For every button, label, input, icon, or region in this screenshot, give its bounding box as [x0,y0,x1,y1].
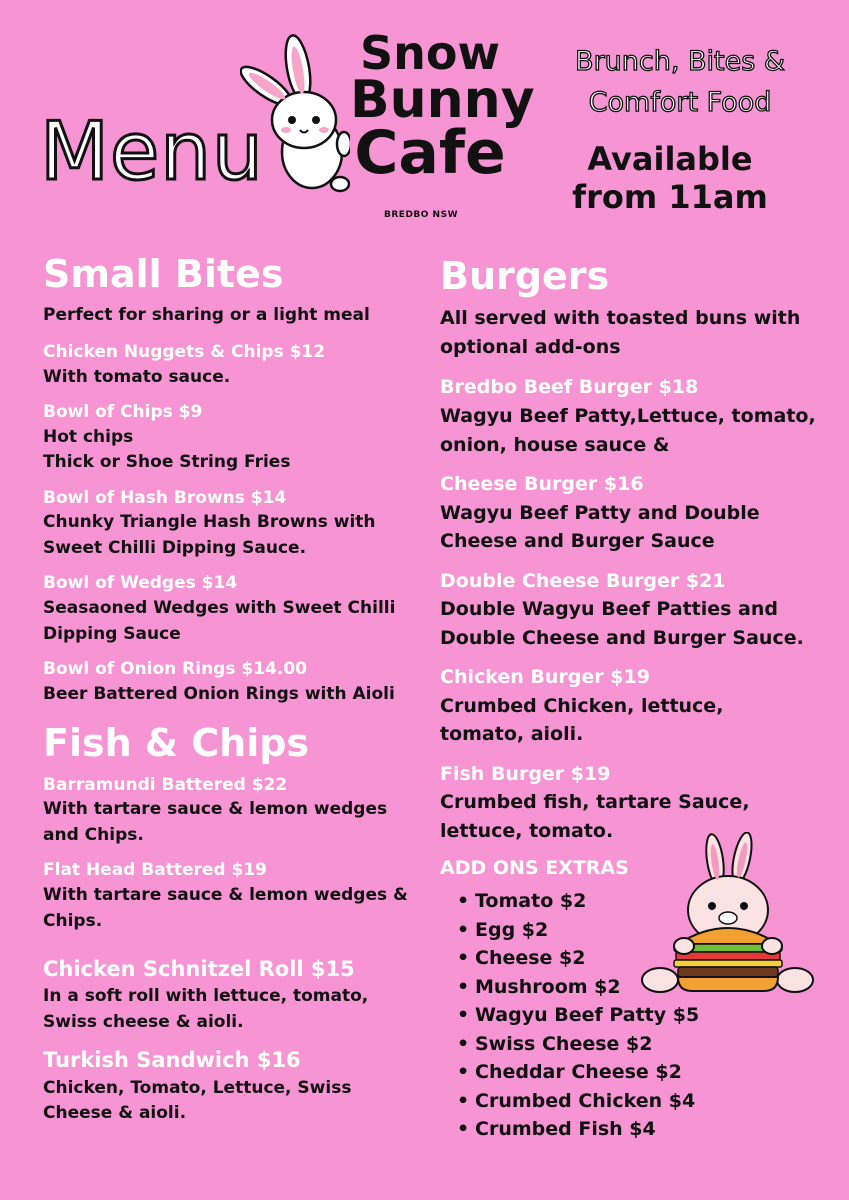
tagline [560,42,800,123]
fish-chips-title: Fish & Chips [43,721,310,766]
addon-item: • Crumbed Chicken $4 [475,1087,820,1116]
menu-item [440,664,820,749]
item-name: Chicken Nuggets & Chips $12 [43,341,326,362]
right-column [440,254,820,1144]
small-bites-subtitle: Perfect for sharing or a light meal [43,304,370,325]
item-description: Chicken, Tomato, Lettuce, Swiss Cheese & aioli. [43,1077,352,1124]
menu-item [43,954,423,1035]
item-description: In a soft roll with lettuce, tomato, Swiss cheese & aioli. [43,986,369,1032]
menu-item [43,858,423,934]
cafe-name-line: Cafe [354,118,506,189]
tagline-line: Brunch, Bites & [575,46,785,77]
menu-item [440,568,820,653]
left-column [43,252,423,1137]
menu-item [43,773,423,849]
item-name: Bredbo Beef Burger $18 [440,376,699,399]
menu-item [43,657,423,707]
item-description: Wagyu Beef Patty and Double Cheese and Burger Sauce [440,501,760,553]
item-description: With tartare sauce & lemon wedges & Chips. [43,885,408,931]
item-name: Barramundi Battered $22 [43,774,288,795]
bunny-burger-icon [640,832,815,1007]
addon-item: • Cheddar Cheese $2 [475,1058,820,1087]
item-name: Double Cheese Burger $21 [440,569,726,592]
addon-item: • Swiss Cheese $2 [475,1030,820,1059]
item-name: Flat Head Battered $19 [43,860,267,881]
addon-item: • Cheese $2 [475,944,820,973]
item-description: Chunky Triangle Hash Browns with Sweet Chilli Dipping Sauce. [43,512,376,558]
item-description: Seasaoned Wedges with Sweet Chilli Dipping Sauce [43,598,396,644]
item-description: Wagyu Beef Patty,Lettuce, tomato, onion, house sauce & [440,405,816,456]
menu-item [43,571,423,647]
item-name: Bowl of Wedges $14 [43,573,238,594]
menu-item [43,340,423,390]
item-description: Hot chips Thick or Shoe String Fries [43,426,291,473]
availability-line: Available [587,140,753,178]
item-description: Crumbed fish, tartare Sauce, lettuce, tomato. [440,791,750,842]
addons-title: ADD ONS EXTRAS [440,857,629,880]
addon-item: • Wagyu Beef Patty $5 [475,1001,820,1030]
bunny-logo-icon [240,34,350,194]
availability-line: from 11am [572,178,768,217]
menu-heading: Menu [40,105,264,198]
menu-item [43,486,423,562]
item-name: Bowl of Onion Rings $14.00 [43,659,307,679]
burgers-subtitle: All served with toasted buns with optional add-ons [440,306,801,359]
item-name: Bowl of Chips $9 [43,402,203,423]
item-description: With tomato sauce. [43,366,231,387]
cafe-name-line: Bunny [350,69,535,130]
cafe-name [350,26,535,189]
addon-item: • Egg $2 [475,916,820,945]
location-label: BREDBO NSW [384,210,458,220]
tagline-line: Comfort Food [588,86,772,118]
menu-item [43,1045,423,1126]
menu-item [440,471,820,556]
item-name: Chicken Burger $19 [440,666,650,689]
item-name: Cheese Burger $16 [440,473,644,496]
item-name: Bowl of Hash Browns $14 [43,487,287,508]
addon-item: • Tomato $2 [475,887,820,916]
menu-item [43,400,423,476]
addon-item: • Crumbed Fish $4 [475,1115,820,1144]
cafe-name-line: Snow [360,26,500,80]
menu-item [440,374,820,459]
small-bites-title: Small Bites [43,252,284,296]
item-description: Crumbed Chicken, lettuce, tomato, aioli. [440,694,724,746]
item-description: Double Wagyu Beef Patties and Double Cheese and Burger Sauce. [440,598,804,649]
item-description: Beer Battered Onion Rings with Aioli [43,683,395,704]
burgers-title: Burgers [440,254,610,298]
item-description: With tartare sauce & lemon wedges and Chips. [43,799,388,845]
availability-note [560,140,780,217]
item-name: Chicken Schnitzel Roll $15 [43,957,355,982]
item-name: Fish Burger $19 [440,762,611,785]
item-name: Turkish Sandwich $16 [43,1048,301,1073]
addon-item: • Mushroom $2 [475,973,820,1002]
